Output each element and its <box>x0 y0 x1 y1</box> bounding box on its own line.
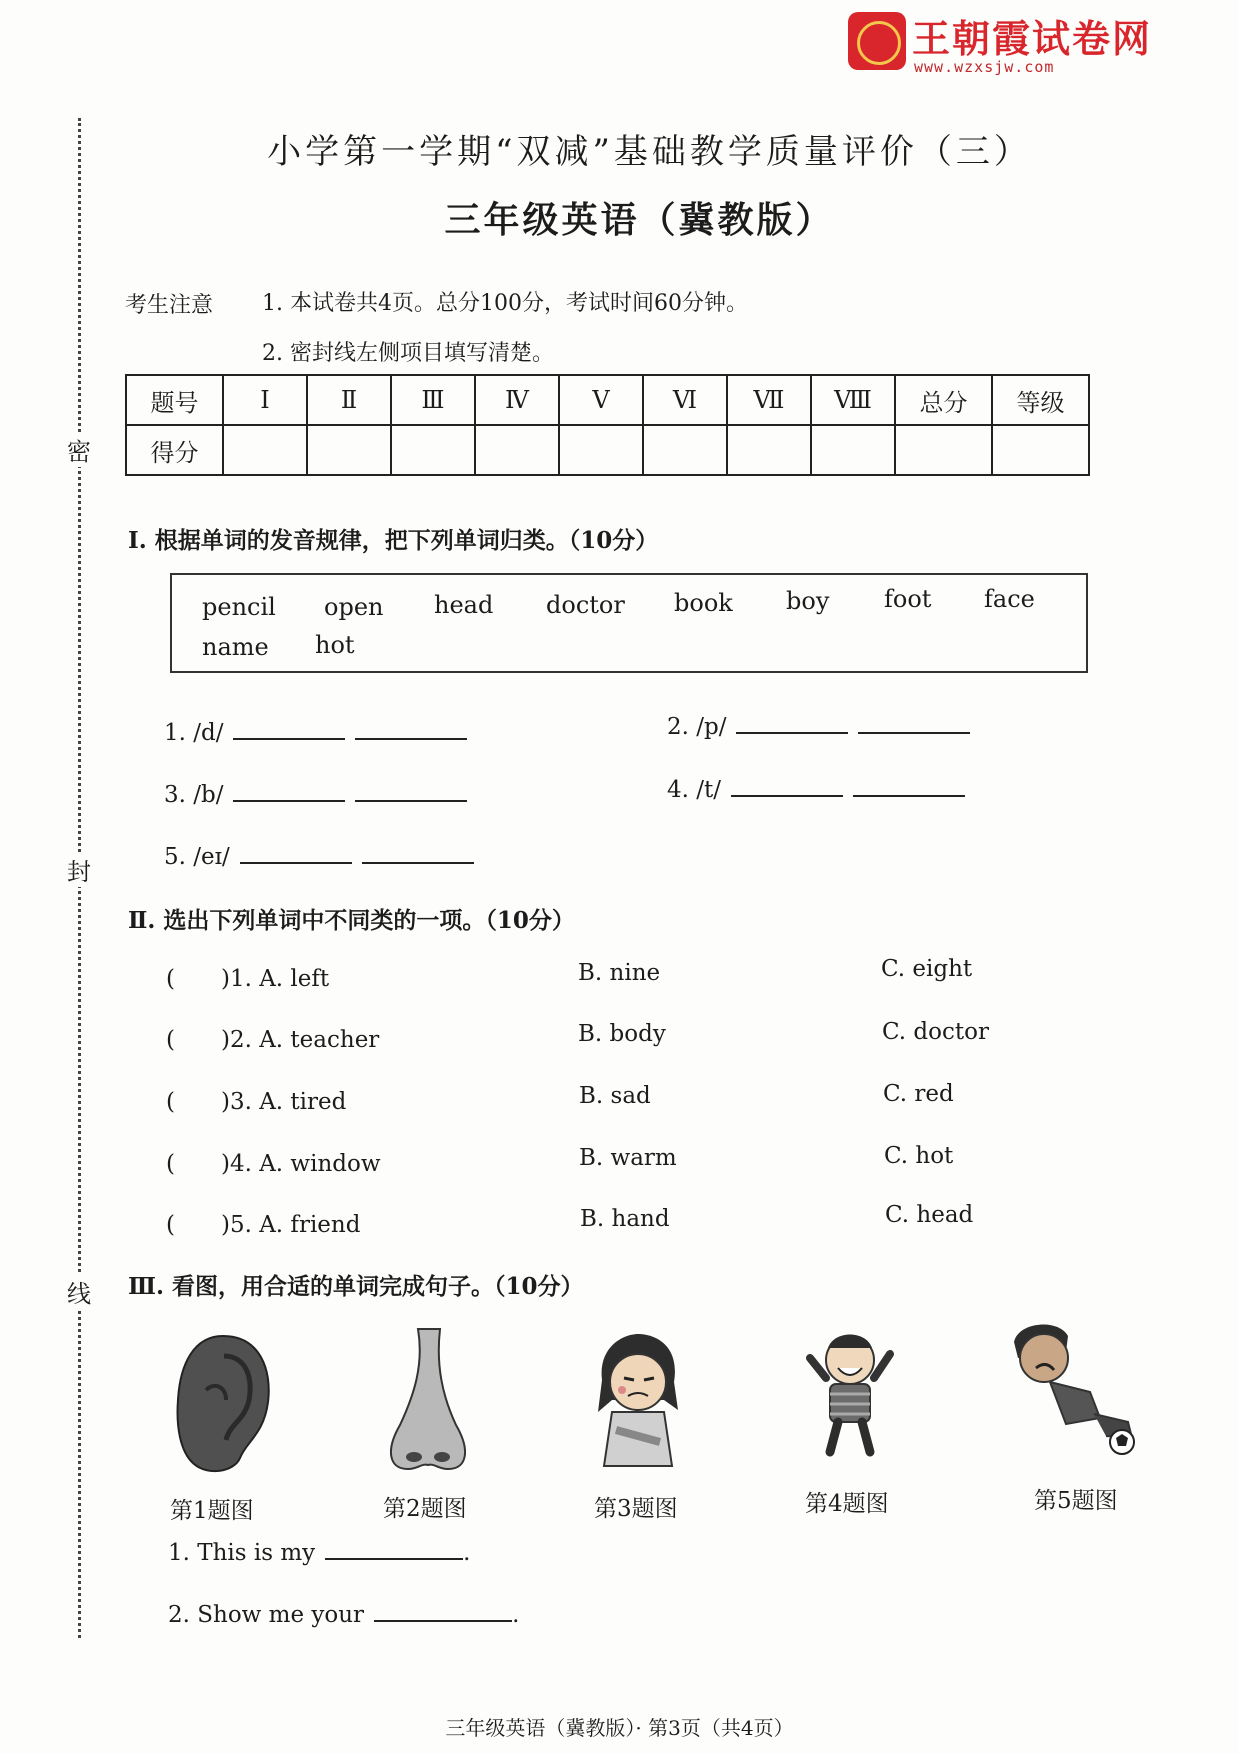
notice-label: 考生注意 <box>125 293 214 318</box>
choice-option-c: C. head <box>885 1202 974 1228</box>
sound-item-5 <box>164 842 474 870</box>
score-cell: Ⅴ <box>559 375 643 425</box>
score-cell: Ⅱ <box>307 375 391 425</box>
score-input-cell[interactable] <box>727 425 811 475</box>
sound-label: 3. /b/ <box>164 782 224 808</box>
choice-question[interactable]: ( )4. A. window <box>166 1151 381 1177</box>
word-bank-item: face <box>984 585 1035 613</box>
choice-question[interactable]: ( )1. A. left <box>166 966 330 992</box>
score-cell: Ⅲ <box>391 375 475 425</box>
score-cell: Ⅳ <box>475 375 559 425</box>
word-bank-item: hot <box>315 631 355 659</box>
choice-row <box>166 1021 1026 1055</box>
choice-option-c: C. hot <box>884 1143 954 1169</box>
sound-label: 2. /p/ <box>667 714 727 740</box>
word-bank-item: name <box>202 633 269 661</box>
picture-caption-5: 第5题图 <box>1034 1488 1118 1514</box>
sound-item-1 <box>164 718 467 746</box>
answer-blank[interactable] <box>374 1600 512 1622</box>
score-table-header-row <box>126 375 1089 425</box>
sentence-2 <box>168 1600 519 1628</box>
score-cell: Ⅶ <box>727 375 811 425</box>
score-input-cell[interactable] <box>223 425 307 475</box>
binding-char-line: 线 <box>62 1274 96 1309</box>
section-3-heading: Ⅲ. 看图，用合适的单词完成句子。（10分） <box>128 1273 584 1300</box>
sentence-1 <box>168 1538 470 1566</box>
nose-picture <box>378 1325 478 1475</box>
score-input-cell[interactable] <box>992 425 1089 475</box>
exam-subtitle: 三年级英语（冀教版） <box>444 199 835 241</box>
score-input-cell[interactable] <box>475 425 559 475</box>
choice-option-c: C. eight <box>881 956 973 982</box>
picture-caption-3: 第3题图 <box>594 1496 678 1522</box>
answer-blank[interactable] <box>355 780 467 802</box>
score-cell: 等级 <box>992 375 1089 425</box>
score-input-cell[interactable] <box>391 425 475 475</box>
answer-blank[interactable] <box>731 775 843 797</box>
choice-question[interactable]: ( )2. A. teacher <box>166 1027 380 1053</box>
boy-hurt-foot-picture <box>1010 1318 1140 1458</box>
score-table-score-row <box>126 425 1089 475</box>
seal-icon <box>848 12 906 70</box>
word-bank-item: head <box>434 591 494 619</box>
score-input-cell[interactable] <box>559 425 643 475</box>
sentence-text: 1. This is my <box>168 1540 316 1566</box>
choice-option-b: B. nine <box>578 960 661 986</box>
sentence-end: . <box>463 1540 471 1566</box>
choice-option-c: C. doctor <box>882 1019 989 1045</box>
sound-label: 1. /d/ <box>164 720 224 746</box>
word-bank-item: boy <box>786 587 830 615</box>
answer-blank[interactable] <box>853 775 965 797</box>
word-bank-item: doctor <box>546 591 625 619</box>
sound-item-2 <box>667 712 970 740</box>
answer-blank[interactable] <box>325 1538 463 1560</box>
logo-brand: 王朝霞试卷网 <box>912 17 1153 61</box>
score-cell: Ⅰ <box>223 375 307 425</box>
choice-question[interactable]: ( )5. A. friend <box>166 1212 361 1238</box>
choice-row <box>166 956 1026 994</box>
sound-label: 4. /t/ <box>667 777 721 803</box>
notice-item-2: 2. 密封线左侧项目填写清楚。 <box>262 341 554 366</box>
tired-girl-picture <box>588 1330 688 1470</box>
choice-question[interactable]: ( )3. A. tired <box>166 1089 347 1115</box>
choice-option-b: B. warm <box>579 1145 677 1171</box>
answer-blank[interactable] <box>355 718 467 740</box>
score-input-cell[interactable] <box>307 425 391 475</box>
picture-caption-2: 第2题图 <box>383 1496 467 1522</box>
score-input-cell[interactable] <box>895 425 992 475</box>
exam-title: 小学第一学期“双减”基础教学质量评价（三） <box>267 132 1032 172</box>
score-cell: 总分 <box>895 375 992 425</box>
picture-caption-4: 第4题图 <box>805 1491 889 1517</box>
word-bank-item: pencil <box>202 593 276 621</box>
choice-row <box>166 1145 1026 1179</box>
answer-blank[interactable] <box>736 712 848 734</box>
answer-blank[interactable] <box>362 842 474 864</box>
binding-char-close: 封 <box>62 852 96 887</box>
ear-picture <box>168 1330 278 1478</box>
choice-row <box>166 1202 1026 1240</box>
page-footer: 三年级英语（冀教版）· 第3页（共4页） <box>445 1716 794 1740</box>
picture-caption-1: 第1题图 <box>170 1498 254 1524</box>
score-table <box>125 374 1090 476</box>
logo-url: www.wzxsjw.com <box>914 58 1055 76</box>
site-logo <box>848 8 1153 76</box>
happy-boy-picture <box>800 1318 900 1468</box>
score-input-cell[interactable] <box>643 425 727 475</box>
score-row-label: 得分 <box>126 425 223 475</box>
section-2-heading: Ⅱ. 选出下列单词中不同类的一项。（10分） <box>128 907 575 934</box>
choice-option-c: C. red <box>883 1081 954 1107</box>
choice-option-b: B. body <box>578 1021 666 1047</box>
score-cell: 题号 <box>126 375 223 425</box>
score-cell: Ⅷ <box>811 375 895 425</box>
sound-label: 5. /eɪ/ <box>164 844 230 870</box>
sound-item-3 <box>164 780 467 808</box>
section-1-heading: Ⅰ. 根据单词的发音规律，把下列单词归类。（10分） <box>128 527 659 554</box>
binding-char-seal: 密 <box>62 432 96 467</box>
answer-blank[interactable] <box>233 780 345 802</box>
word-bank-item: foot <box>884 585 932 613</box>
sentence-end: . <box>512 1602 520 1628</box>
choice-row <box>166 1083 1026 1117</box>
score-cell: Ⅵ <box>643 375 727 425</box>
word-bank-item: book <box>674 589 733 617</box>
answer-blank[interactable] <box>233 718 345 740</box>
sentence-text: 2. Show me your <box>168 1602 365 1628</box>
word-bank <box>170 573 1088 673</box>
word-bank-item: open <box>324 593 384 621</box>
score-input-cell[interactable] <box>811 425 895 475</box>
sound-item-4 <box>667 775 965 803</box>
answer-blank[interactable] <box>240 842 352 864</box>
notice-item-1: 1. 本试卷共4页。总分100分，考试时间60分钟。 <box>262 291 748 316</box>
answer-blank[interactable] <box>858 712 970 734</box>
choice-option-b: B. sad <box>579 1083 651 1109</box>
choice-option-b: B. hand <box>580 1206 670 1232</box>
